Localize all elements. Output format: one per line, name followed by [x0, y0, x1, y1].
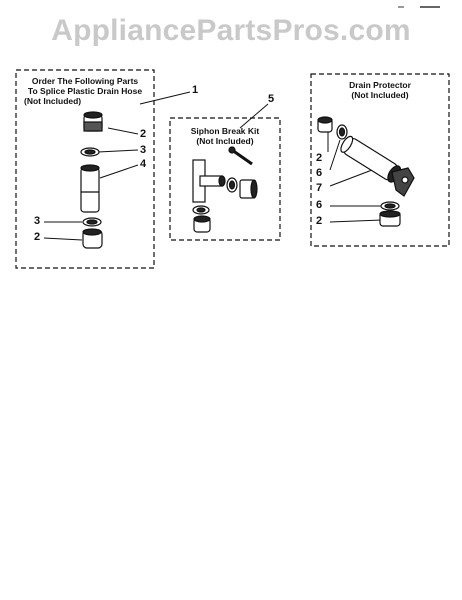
leader-5 — [240, 104, 268, 128]
leader-right-6-top — [330, 140, 340, 170]
kit-title-splice — [16, 76, 154, 106]
splice-connector-tube — [81, 165, 99, 212]
kit-title-siphon-line2: (Not Included) — [196, 136, 254, 146]
siphon-nut — [193, 206, 209, 214]
callout-right-6-bot: 6 — [316, 199, 323, 211]
protector-clamp-bottom — [380, 211, 400, 226]
siphon-tee — [193, 160, 225, 202]
kit-title-drain-protector-line1: Drain Protector — [349, 80, 411, 90]
kit-title-drain-protector — [311, 80, 449, 100]
splice-clamp-bottom — [83, 229, 102, 248]
protector-lever — [392, 168, 414, 196]
siphon-clamp — [194, 216, 210, 232]
callout-right-2-bot: 2 — [316, 215, 323, 227]
kit-title-splice-line2: To Splice Plastic Drain Hose — [27, 86, 143, 96]
callout-1: 1 — [192, 84, 199, 96]
callout-left-3-bot: 3 — [34, 215, 41, 227]
kit-title-siphon — [170, 126, 280, 146]
splice-clamp-top — [84, 112, 102, 131]
siphon-cap — [240, 180, 257, 198]
callout-right-7: 7 — [316, 182, 323, 194]
callout-right-6-top: 6 — [316, 167, 323, 179]
splice-ring-bottom — [83, 218, 101, 226]
kit-title-splice-line3: (Not Included) — [24, 96, 82, 106]
watermark: AppliancePartsPros.com — [51, 14, 411, 47]
leader-left-2-bot — [44, 238, 82, 240]
kit-title-splice-line1: Order The Following Parts — [31, 76, 139, 86]
siphon-pin — [229, 147, 252, 164]
kit-title-drain-protector-line2: (Not Included) — [351, 90, 409, 100]
leader-right-7 — [330, 170, 372, 186]
splice-ring-top — [81, 148, 99, 156]
callout-5: 5 — [268, 93, 275, 105]
leader-left-3-top — [98, 150, 138, 152]
callout-right-2-top: 2 — [316, 152, 323, 164]
leader-left-2-top — [108, 128, 138, 134]
callout-left-3-top: 3 — [140, 144, 147, 156]
protector-ring-top — [337, 125, 347, 139]
protector-clamp-top — [318, 117, 332, 132]
callout-left-4: 4 — [140, 158, 147, 170]
callout-left-2-top: 2 — [140, 128, 147, 140]
protector-ring-bottom — [381, 202, 399, 210]
leader-right-2-bot — [330, 220, 382, 222]
kit-title-siphon-line1: Siphon Break Kit — [190, 126, 260, 136]
callout-left-2-bot: 2 — [34, 231, 41, 243]
siphon-cap-ring — [227, 178, 237, 192]
leader-left-4 — [100, 165, 138, 178]
